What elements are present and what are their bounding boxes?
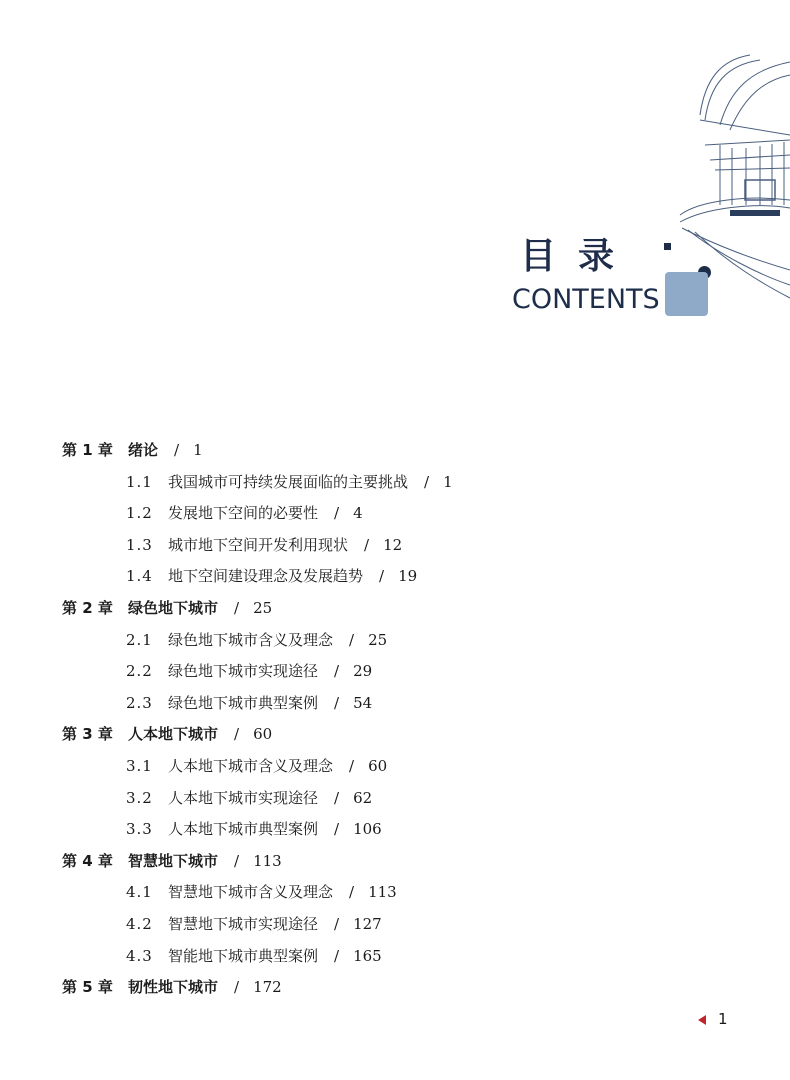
toc-section-entry[interactable] (126, 529, 402, 561)
toc-page-number: 172 (253, 978, 282, 997)
separator: / (379, 567, 385, 586)
toc-page-number: 127 (353, 915, 382, 933)
section-number: 4.3 (126, 946, 153, 965)
toc-section-entry[interactable] (126, 687, 372, 719)
chapter-number: 第 3 章 (62, 725, 113, 744)
section-title: 智能地下城市典型案例 (168, 946, 319, 965)
separator: / (334, 693, 340, 712)
chapter-number: 第 2 章 (62, 599, 113, 617)
section-number: 4.2 (126, 915, 153, 933)
toc-page-number: 25 (253, 599, 273, 617)
toc-page-number: 1 (443, 472, 453, 491)
toc-section-entry[interactable] (126, 655, 372, 687)
page-number: 1 (718, 1010, 728, 1028)
toc-page-number: 113 (368, 883, 397, 902)
toc-page-number: 106 (353, 820, 382, 839)
section-number: 2.2 (126, 662, 153, 681)
toc-chapter-entry[interactable] (62, 971, 282, 1003)
toc-page-number: 113 (253, 851, 282, 870)
section-number: 1.1 (126, 472, 153, 491)
toc-page-number: 60 (253, 725, 273, 744)
toc-page-number: 60 (368, 757, 388, 775)
toc-chapter-entry[interactable] (62, 434, 203, 466)
chapter-number: 第 4 章 (62, 851, 113, 870)
separator: / (234, 978, 240, 997)
chapter-title: 智慧地下城市 (128, 851, 219, 870)
section-number: 1.3 (126, 535, 153, 554)
page-title: 目录 (520, 236, 637, 277)
toc-section-entry[interactable] (126, 750, 387, 782)
toc-section-entry[interactable] (126, 466, 453, 498)
section-title: 我国城市可持续发展面临的主要挑战 (168, 472, 409, 491)
section-title: 绿色地下城市典型案例 (168, 693, 319, 712)
toc-section-entry[interactable] (126, 497, 363, 529)
separator: / (334, 788, 340, 807)
separator: / (364, 535, 370, 554)
separator: / (234, 599, 240, 617)
chapter-title: 人本地下城市 (128, 725, 219, 744)
separator: / (174, 441, 180, 459)
section-title: 地下空间建设理念及发展趋势 (168, 567, 364, 586)
section-number: 1.2 (126, 504, 153, 523)
separator: / (334, 915, 340, 933)
toc-page-number: 54 (353, 693, 373, 712)
section-number: 3.2 (126, 788, 153, 807)
toc-page-number: 1 (193, 441, 203, 459)
section-title: 发展地下空间的必要性 (168, 504, 319, 523)
separator: / (334, 946, 340, 965)
toc-section-entry[interactable] (126, 940, 382, 972)
toc-chapter-entry[interactable] (62, 845, 282, 877)
chapter-number: 第 5 章 (62, 978, 113, 997)
toc-page-number: 19 (398, 567, 418, 586)
section-number: 3.1 (126, 757, 153, 775)
toc-page-number: 62 (353, 788, 373, 807)
section-title: 人本地下城市含义及理念 (168, 757, 334, 775)
toc-section-entry[interactable] (126, 908, 382, 940)
toc-section-entry[interactable] (126, 876, 397, 908)
small-square-decoration (664, 243, 671, 250)
section-title: 智慧地下城市含义及理念 (168, 883, 334, 902)
separator: / (234, 725, 240, 744)
section-title: 人本地下城市典型案例 (168, 820, 319, 839)
section-number: 1.4 (126, 567, 153, 586)
toc-page-number: 29 (353, 662, 373, 681)
chapter-number: 第 1 章 (62, 441, 113, 459)
separator: / (334, 820, 340, 839)
toc-page-number: 12 (383, 535, 403, 554)
section-title: 城市地下空间开发利用现状 (168, 535, 349, 554)
toc-page-number: 4 (353, 504, 363, 523)
chapter-title: 绪论 (128, 441, 159, 459)
section-number: 3.3 (126, 820, 153, 839)
chapter-title: 绿色地下城市 (128, 599, 219, 617)
section-number: 4.1 (126, 883, 153, 902)
separator: / (234, 851, 240, 870)
section-number: 2.3 (126, 693, 153, 712)
section-title: 智慧地下城市实现途径 (168, 915, 319, 933)
separator: / (424, 472, 430, 491)
section-title: 绿色地下城市实现途径 (168, 662, 319, 681)
accent-square-decoration (665, 272, 708, 316)
toc-page-number: 25 (368, 630, 388, 649)
section-title: 人本地下城市实现途径 (168, 788, 319, 807)
page-title-english: CONTENTS (512, 284, 660, 315)
toc-section-entry[interactable] (126, 560, 417, 592)
separator: / (349, 883, 355, 902)
page-marker-icon (698, 1015, 706, 1025)
toc-section-entry[interactable] (126, 624, 387, 656)
separator: / (334, 504, 340, 523)
toc-chapter-entry[interactable] (62, 718, 272, 750)
separator: / (349, 630, 355, 649)
chapter-title: 韧性地下城市 (128, 978, 219, 997)
toc-chapter-entry[interactable] (62, 592, 272, 624)
separator: / (334, 662, 340, 681)
toc-section-entry[interactable] (126, 813, 382, 845)
separator: / (349, 757, 355, 775)
toc-page-number: 165 (353, 946, 382, 965)
toc-section-entry[interactable] (126, 782, 372, 814)
section-title: 绿色地下城市含义及理念 (168, 630, 334, 649)
section-number: 2.1 (126, 630, 153, 649)
